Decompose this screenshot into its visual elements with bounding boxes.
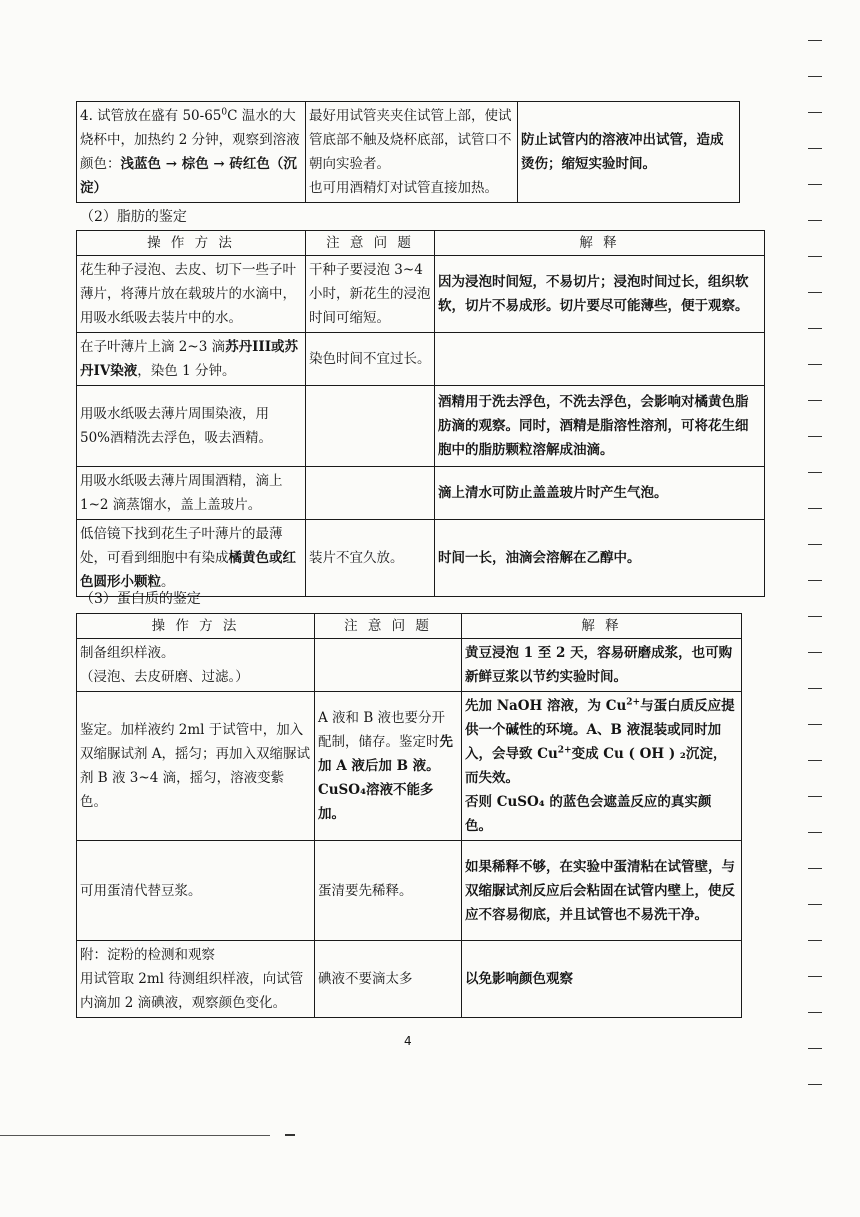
op-cell	[77, 520, 306, 597]
op-cell	[77, 333, 306, 386]
table-row	[77, 102, 740, 203]
page-number: 4	[404, 1034, 412, 1048]
scan-edge-dash	[808, 544, 822, 545]
note-cell	[306, 386, 435, 467]
scan-edge-dash	[808, 184, 822, 185]
table-row	[77, 467, 765, 520]
scan-edge-dash	[808, 904, 822, 905]
text: 4. 试管放在盛有 50-65	[80, 108, 222, 124]
text: 制备组织样液。	[80, 645, 175, 661]
text: 也可用酒精灯对试管直接加热。	[309, 180, 498, 196]
scan-edge-dash	[808, 976, 822, 977]
table-row	[77, 520, 765, 597]
table-row	[77, 941, 742, 1018]
table-row	[77, 333, 765, 386]
scan-edge-dash	[808, 472, 822, 473]
table-row	[77, 639, 742, 692]
note-cell: 装片不宜久放。	[306, 520, 435, 597]
table-row	[77, 692, 742, 841]
scan-edge-dash	[808, 292, 822, 293]
expl-cell	[462, 692, 742, 841]
op-cell: 用吸水纸吸去薄片周围染液，用 50%酒精洗去浮色，吸去酒精。	[77, 386, 306, 467]
scan-edge-dash	[808, 724, 822, 725]
bold-text: 苏丹III或苏丹IV染液	[80, 339, 299, 379]
text-block	[465, 694, 738, 790]
bold-text: 橘黄色或红色圆形小颗粒	[80, 550, 296, 590]
header-row	[77, 231, 765, 256]
scan-edge-dash	[808, 868, 822, 869]
superscript: 2+	[557, 745, 572, 756]
note-cell: 干种子要浸泡 3~4 小时，新花生的浸泡时间可缩短。	[306, 256, 435, 333]
op-cell: 鉴定。加样液约 2ml 于试管中，加入双缩脲试剂 A，摇匀；再加入双缩脲试剂 B 液 3~4 滴，摇匀，溶液变紫色。	[77, 692, 315, 841]
text: 变成 Cu ( OH ) ₂沉淀，而失效。	[465, 746, 727, 786]
text: 。	[161, 574, 175, 590]
expl-cell: 时间一长，油滴会溶解在乙醇中。	[435, 520, 765, 597]
scan-artifact	[285, 1134, 295, 1136]
scan-edge-dash	[808, 112, 822, 113]
bold-text: 浅蓝色 → 棕色 → 砖红色（沉淀）	[80, 156, 297, 196]
scan-edge-dash	[808, 580, 822, 581]
op-cell	[77, 941, 315, 1018]
text: 在子叶薄片上滴 2~3 滴	[80, 339, 226, 355]
col-header: 注 意 问 题	[315, 614, 462, 639]
scan-edge-dash	[808, 148, 822, 149]
text: C 温水的大烧杯中，加热约 2 分钟，观察到溶液颜色：	[80, 108, 300, 172]
expl-cell: 滴上清水可防止盖盖玻片时产生气泡。	[435, 467, 765, 520]
scan-edge-dash	[808, 508, 822, 509]
op-cell: 花生种子浸泡、去皮、切下一些子叶薄片，将薄片放在载玻片的水滴中，用吸水纸吸去装片中的水。	[77, 256, 306, 333]
note-cell: 碘液不要滴太多	[315, 941, 462, 1018]
expl-cell: 因为浸泡时间短，不易切片；浸泡时间过长，组织软软，切片不易成形。切片要尽可能薄些，便于观察。	[435, 256, 765, 333]
op-cell: 可用蛋清代替豆浆。	[77, 841, 315, 941]
scan-edge-dash	[808, 832, 822, 833]
protein-table	[76, 613, 742, 1018]
expl-cell: 酒精用于洗去浮色，不洗去浮色，会影响对橘黄色脂肪滴的观察。同时，酒精是脂溶性溶剂，可将花生细胞中的脂肪颗粒溶解成油滴。	[435, 386, 765, 467]
text: 否则 CuSO₄ 的蓝色会遮盖反应的真实颜色。	[465, 794, 712, 834]
scan-edge-dash	[808, 40, 822, 41]
op-cell: 用吸水纸吸去薄片周围酒精，滴上 1~2 滴蒸馏水，盖上盖玻片。	[77, 467, 306, 520]
scan-edge-dash	[808, 220, 822, 221]
table-row	[77, 841, 742, 941]
section-caption: （2）脂肪的鉴定	[80, 209, 187, 225]
scan-edge-dash	[808, 796, 822, 797]
expl-cell: 黄豆浸泡 1 至 2 天，容易研磨成浆，也可购新鲜豆浆以节约实验时间。	[462, 639, 742, 692]
col-header: 操 作 方 法	[77, 231, 306, 256]
note-cell	[315, 692, 462, 841]
scan-edge-dash	[808, 688, 822, 689]
scan-edge-dash	[808, 652, 822, 653]
scan-edge-dash	[808, 940, 822, 941]
fat-table	[76, 230, 765, 597]
text: 先加 NaOH 溶液，为 Cu	[465, 698, 627, 714]
text: （浸泡、去皮研磨、过滤。）	[80, 669, 249, 685]
scan-edge-dash	[808, 760, 822, 761]
op-cell	[77, 102, 306, 203]
text: 附：淀粉的检测和观察	[80, 947, 215, 963]
scan-edge-dash	[808, 616, 822, 617]
text: 与蛋白质反应提供一个碱性的环境。A、B 液混装或同时加入，会导致 Cu	[465, 698, 735, 762]
top-table	[76, 101, 740, 203]
scan-edge-dash	[808, 1084, 822, 1085]
text: 最好用试管夹夹住试管上部，使试管底部不触及烧杯底部，试管口不朝向实验者。	[309, 108, 512, 172]
scan-edge-dash	[808, 364, 822, 365]
scan-edge-dash	[808, 1012, 822, 1013]
expl-cell: 以免影响颜色观察	[462, 941, 742, 1018]
bold-text: 先加 A 液后加 B 液。	[318, 734, 453, 774]
note-cell: 染色时间不宜过长。	[306, 333, 435, 386]
expl-cell: 如果稀释不够，在实验中蛋清粘在试管壁，与双缩脲试剂反应后会粘固在试管内壁上，使反应不容易彻底，并且试管也不易洗干净。	[462, 841, 742, 941]
text: 低倍镜下找到花生子叶薄片的最薄处，可看到细胞中有染成	[80, 526, 283, 566]
table-row	[77, 256, 765, 333]
scan-edge-dash	[808, 436, 822, 437]
section-caption: （3）蛋白质的鉴定	[80, 591, 201, 607]
op-cell	[77, 639, 315, 692]
col-header: 操 作 方 法	[77, 614, 315, 639]
scan-edge-dash	[808, 1048, 822, 1049]
expl-cell	[435, 333, 765, 386]
scan-edge-dash	[808, 328, 822, 329]
scan-artifact	[0, 1135, 270, 1136]
text: 用试管取 2ml 待测组织样液，向试管内滴加 2 滴碘液，观察颜色变化。	[80, 971, 304, 1011]
note-cell	[315, 639, 462, 692]
scan-edge-dash	[808, 76, 822, 77]
expl-cell: 防止试管内的溶液冲出试管，造成烫伤；缩短实验时间。	[518, 102, 740, 203]
note-cell	[306, 102, 518, 203]
col-header: 解 释	[462, 614, 742, 639]
col-header: 解 释	[435, 231, 765, 256]
scan-edge-dash	[808, 400, 822, 401]
scan-edge-dash	[808, 256, 822, 257]
note-cell: 蛋清要先稀释。	[315, 841, 462, 941]
superscript: 2+	[626, 697, 641, 708]
note-cell	[306, 467, 435, 520]
header-row	[77, 614, 742, 639]
bold-text: CuSO₄溶液不能多加。	[318, 782, 434, 822]
superscript: 0	[221, 107, 228, 118]
table-row	[77, 386, 765, 467]
text: ，染色 1 分钟。	[137, 363, 236, 379]
col-header: 注 意 问 题	[306, 231, 435, 256]
text: A 液和 B 液也要分开配制，储存。鉴定时	[318, 710, 446, 750]
